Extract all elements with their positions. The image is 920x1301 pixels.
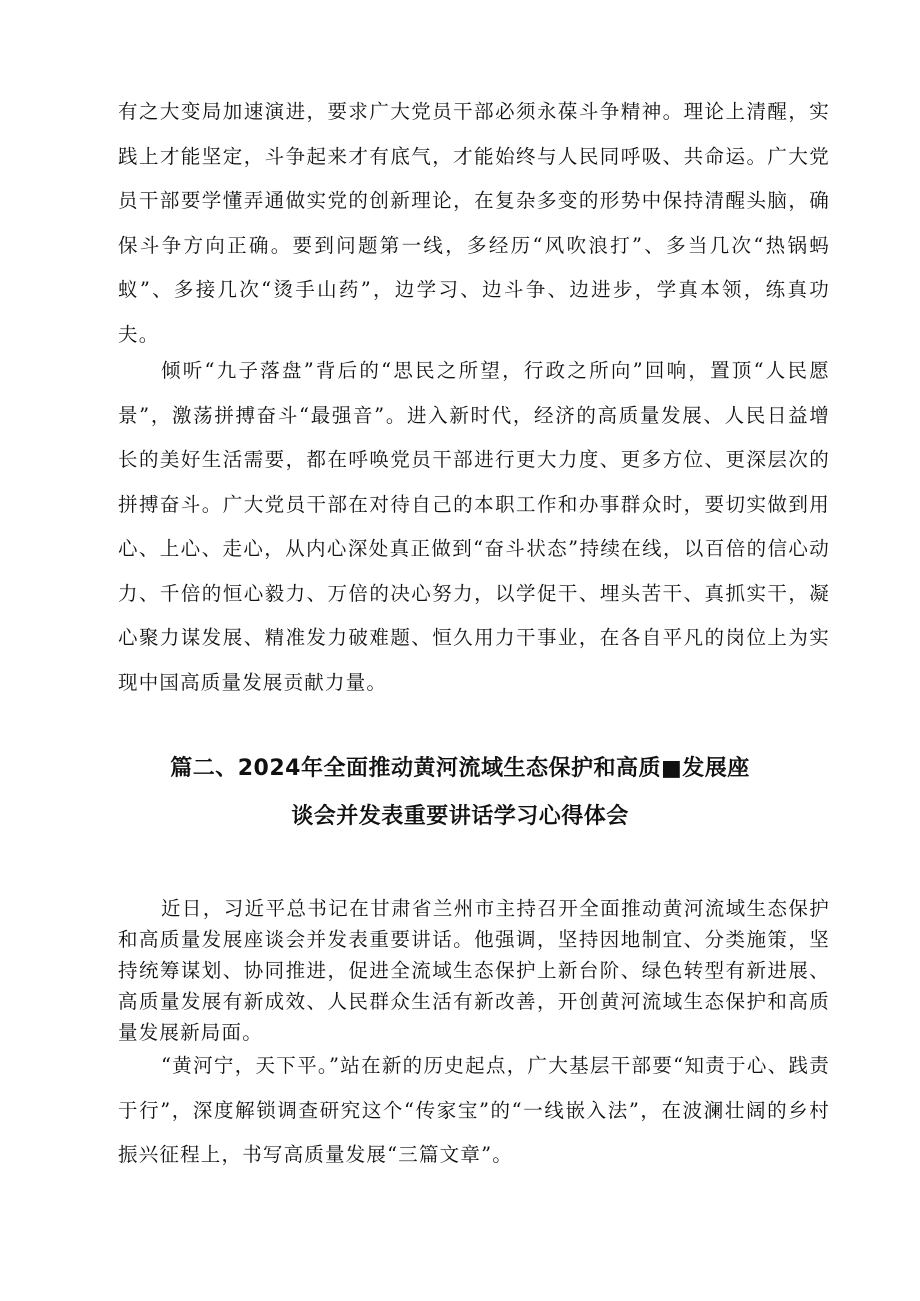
- body-paragraph-2: 倾听“九子落盘”背后的“思民之所望，行政之所向”回响，置顶“人民愿景”，激荡拼搏奋斗“最强音”。进入新时代，经济的高质量发展、人民日益增长的美好生活需要，都在呼唤党员干部进行更大力度、更多方位、更深层次的拼搏奋斗。广大党员干部在对待自己的本职工作和办事群众时，要切实做到用心、上心、走心，从内心深处真正做到“奋斗状态”持续在线，以百倍的信心动力、千倍的恒心毅力、万倍的决心努力，以学促干、埋头苦干、真抓实干，凝心聚力谋发展、精准发力破难题、恒久用力干事业，在各自平凡的岗位上为实现中国高质量发展贡献力量。: [118, 359, 830, 694]
- body-paragraph-4: “黄河宁，天下平。”站在新的历史起点，广大基层干部要“知责于心、践责于行”，深度解锁调查研究这个“传家宝”的“一线嵌入法”，在波澜壮阔的乡村振兴征程上，书写高质量发展“三篇文章”。: [118, 1054, 830, 1166]
- section-title-line-2: 谈会并发表重要讲话学习心得体会: [291, 804, 629, 829]
- body-paragraph-1: 有之大变局加速演进，要求广大党员干部必须永葆斗争精神。理论上清醒，实践上才能坚定，斗争起来才有底气，才能始终与人民同呼吸、共命运。广大党员干部要学懂弄通做实党的创新理论，在复杂多变的形势中保持清醒头脑，确保斗争方向正确。要到问题第一线，多经历“风吹浪打”、多当几次“热锅蚂蚁”、多接几次“烫手山药”，边学习、边斗争、边进步，学真本领，练真功夫。: [118, 100, 830, 346]
- section-title-line-1: 篇二、2024年全面推动黄河流域生态保护和高质■发展座: [170, 756, 750, 781]
- body-paragraph-3: 近日，习近平总书记在甘肃省兰州市主持召开全面推动黄河流域生态保护和高质量发展座谈会并发表重要讲话。他强调，坚持因地制宜、分类施策，坚持统筹谋划、协同推进，促进全流域生态保护上新台阶、绿色转型有新进展、高质量发展有新成效、人民群众生活有新改善，开创黄河流域生态保护和高质量发展新局面。: [118, 897, 830, 1044]
- section-title: [100, 745, 820, 841]
